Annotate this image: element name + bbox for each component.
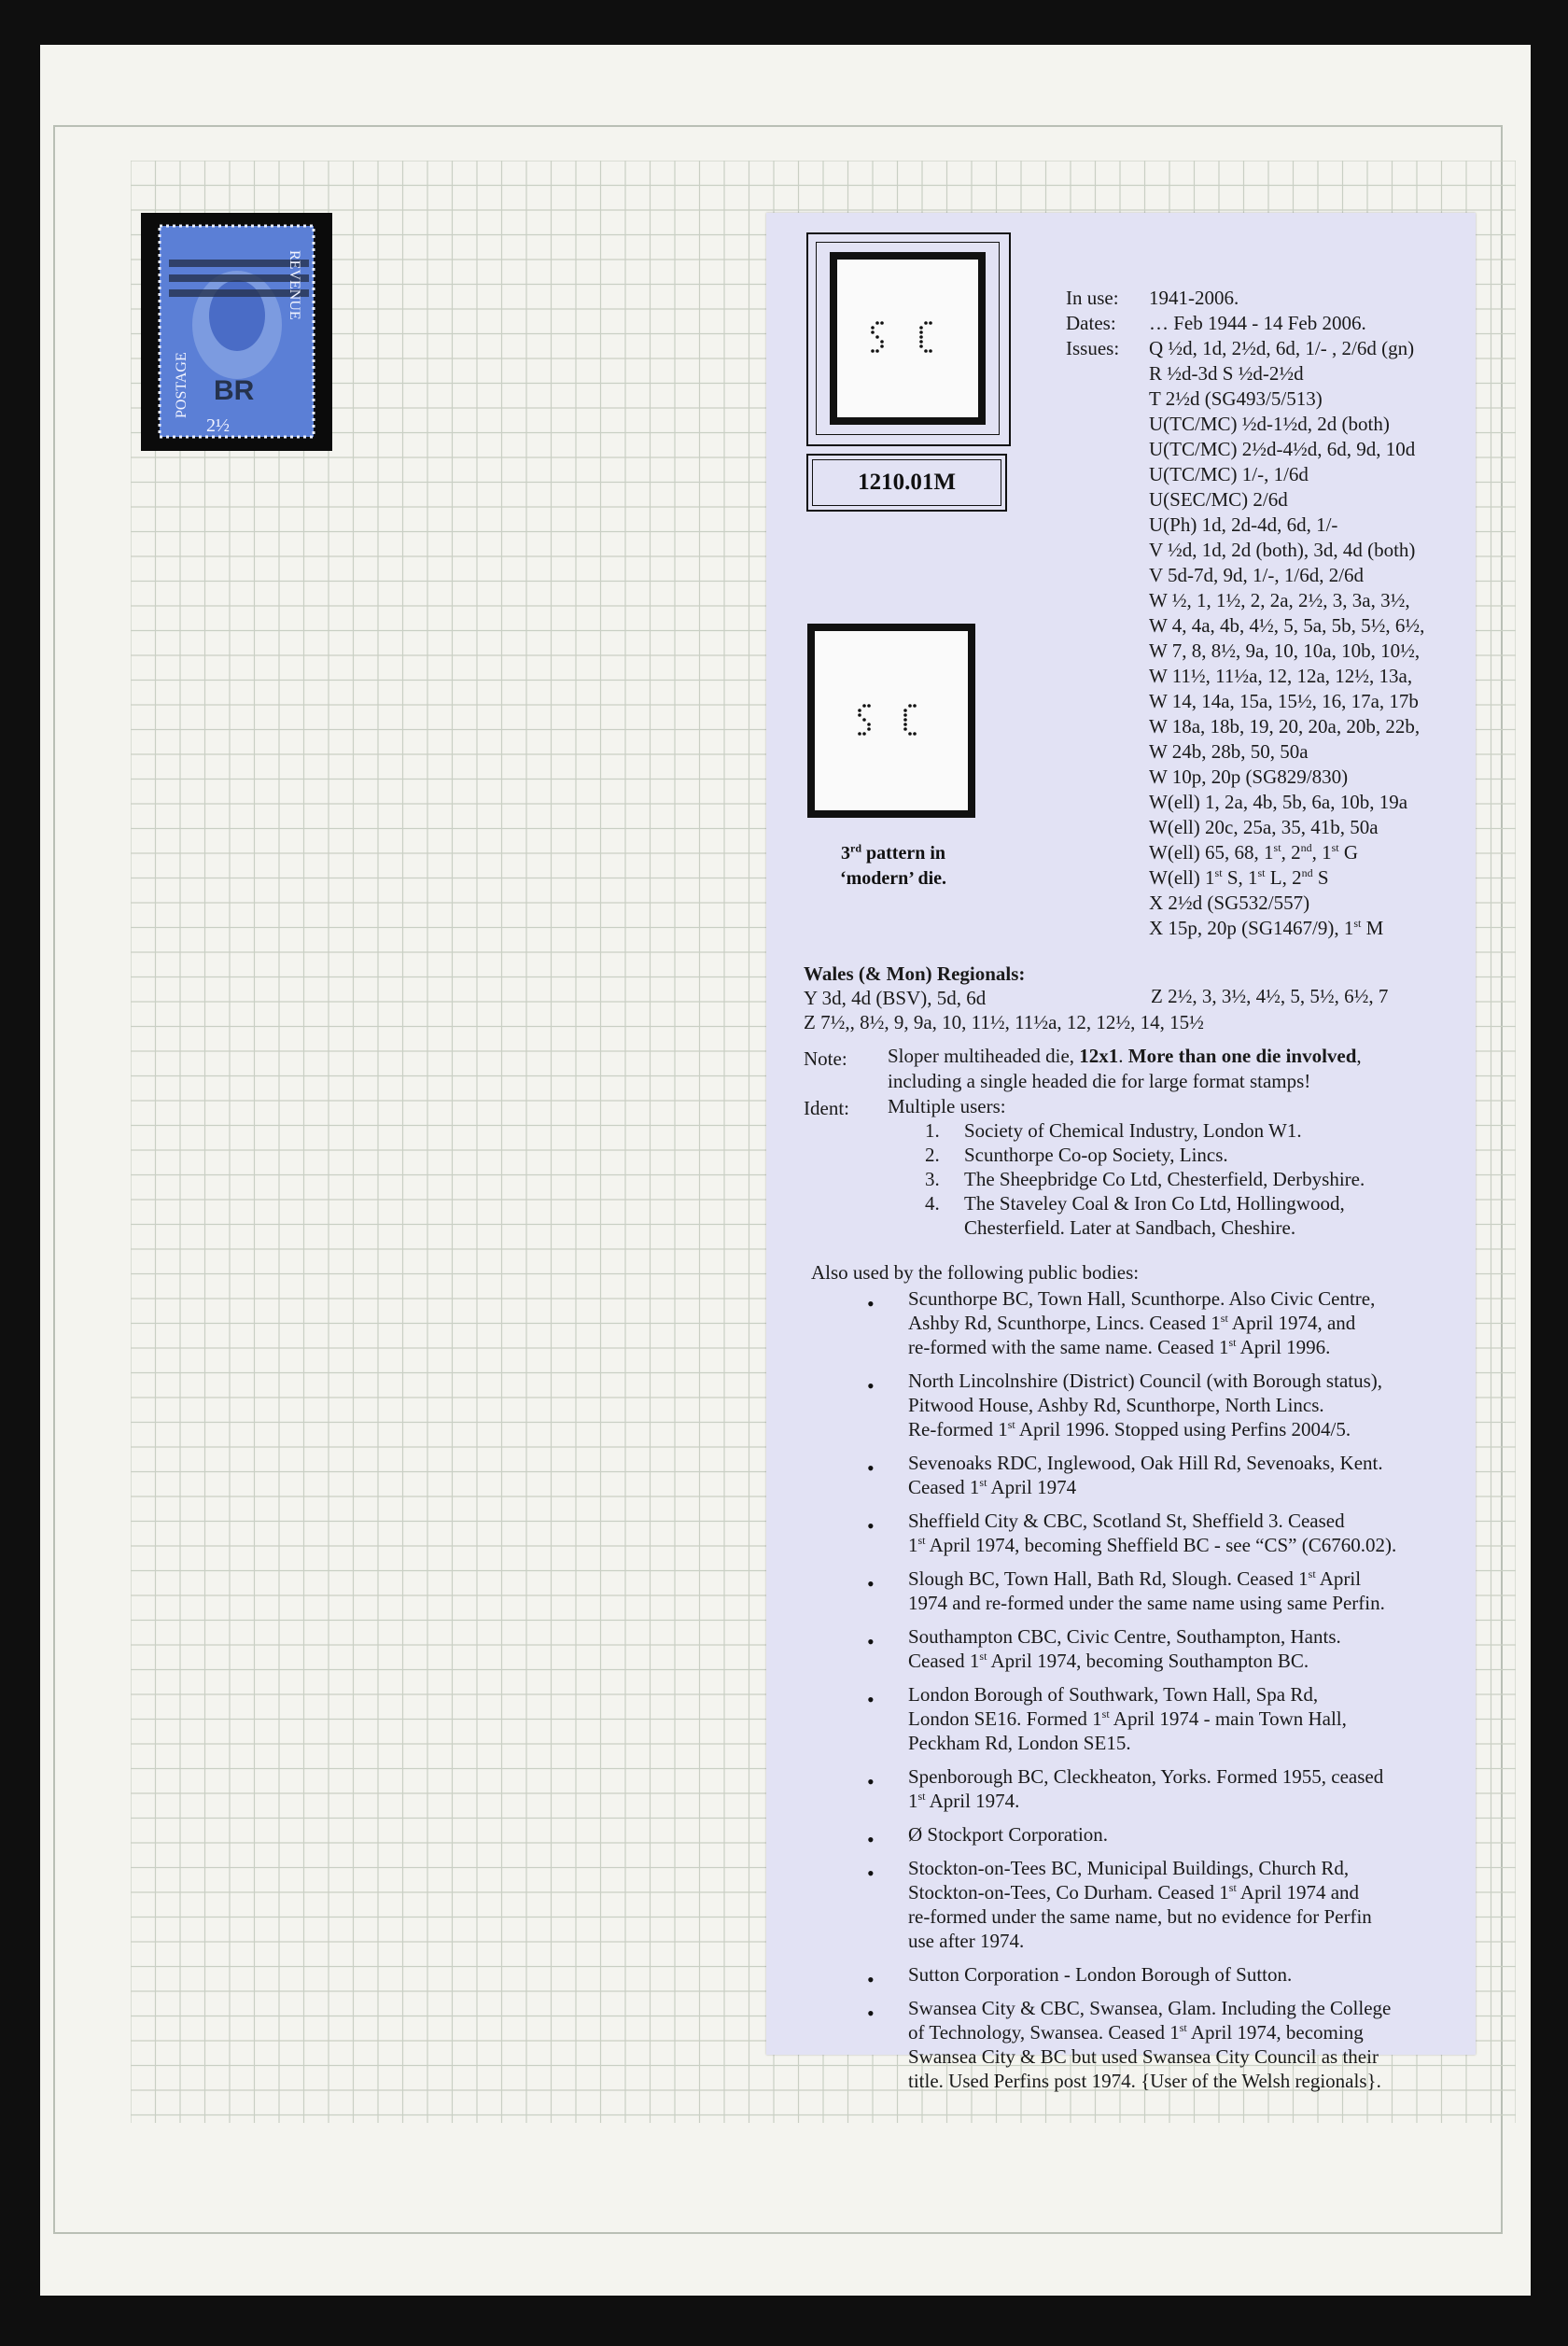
perfin-hole	[903, 718, 907, 722]
stamp-perfin-letters: BR	[214, 375, 255, 406]
stamp-value: 2½	[206, 415, 230, 436]
issue-x-line-2: X 15p, 20p (SG1467/9), 1st M	[1149, 917, 1384, 939]
modern-die-caption-line2: ‘modern’ die.	[839, 868, 947, 889]
ident-intro: Multiple users:	[888, 1095, 1006, 1117]
public-body-line: Swansea City & CBC, Swansea, Glam. Including the College	[908, 1997, 1392, 2019]
ident-user-number: 1.	[925, 1119, 940, 1142]
die-image	[817, 243, 999, 434]
perfin-hole	[858, 732, 861, 736]
public-body-line: Ceased 1st April 1974, becoming Southampton BC.	[908, 1650, 1309, 1672]
public-body-line: of Technology, Swansea. Ceased 1st April 1974, becoming	[908, 2021, 1364, 2044]
public-body-line: Ø Stockport Corporation.	[908, 1823, 1109, 1846]
perfin-hole	[913, 704, 917, 708]
issue-line: U(TC/MC) 1/-, 1/6d	[1149, 463, 1309, 485]
issue-line: W 11½, 11½a, 12, 12a, 12½, 13a,	[1149, 665, 1413, 687]
public-body-line: North Lincolnshire (District) Council (with Borough status),	[908, 1370, 1383, 1392]
public-body-line: use after 1974.	[908, 1930, 1025, 1952]
issue-line: U(Ph) 1d, 2d-4d, 6d, 1/-	[1149, 513, 1338, 536]
note-line-2: including a single headed die for large format stamps!	[888, 1070, 1311, 1092]
bullet: •	[867, 1456, 875, 1480]
issue-line: W(ell) 1, 2a, 4b, 5b, 6a, 10b, 19a	[1149, 791, 1408, 813]
issue-line: U(TC/MC) ½d-1½d, 2d (both)	[1149, 413, 1390, 435]
dates-value: … Feb 1944 - 14 Feb 2006.	[1149, 312, 1366, 334]
issue-line: W 18a, 18b, 19, 20, 20a, 20b, 22b,	[1149, 715, 1421, 738]
die-reference-box	[806, 454, 1007, 512]
regionals-z-line-2: Z 7½,, 8½, 9, 9a, 10, 11½, 11½a, 12, 12½, 14, 15½	[804, 1011, 1204, 1033]
public-body-line: Ashby Rd, Scunthorpe, Lincs. Ceased 1st April 1974, and	[908, 1312, 1356, 1334]
perfin-hole	[862, 718, 866, 722]
public-body-line: 1st April 1974, becoming Sheffield BC - see “CS” (C6760.02).	[908, 1534, 1397, 1556]
public-body-line: Swansea City & BC but used Swansea City Council as their	[908, 2045, 1379, 2068]
issue-ell-line-b: W(ell) 1st S, 1st L, 2nd S	[1149, 866, 1329, 889]
bullet: •	[867, 1514, 875, 1538]
public-body-line: 1974 and re-formed under the same name using same Perfin.	[908, 1592, 1385, 1614]
regionals-heading: Wales (& Mon) Regionals:	[804, 962, 1026, 985]
perfin-hole	[862, 732, 866, 736]
perfin-hole	[913, 732, 917, 736]
bullet: •	[867, 1292, 875, 1315]
ident-user-line: Chesterfield. Later at Sandbach, Cheshire.	[964, 1216, 1296, 1239]
issue-line: R ½d-3d S ½d-2½d	[1149, 362, 1304, 385]
perfin-hole	[867, 723, 871, 726]
public-body-line: re-formed under the same name, but no evidence for Perfin	[908, 1905, 1372, 1928]
public-body-line: London Borough of Southwark, Town Hall, Spa Rd,	[908, 1683, 1319, 1706]
bullet: •	[867, 1688, 875, 1711]
regionals-y-line: Y 3d, 4d (BSV), 5d, 6d	[804, 987, 987, 1009]
album-page	[40, 45, 1531, 2296]
stamp-revenue-text: REVENUE	[287, 250, 302, 320]
public-body-line: Pitwood House, Ashby Rd, Scunthorpe, North Lincs.	[908, 1394, 1324, 1416]
public-body-line: Stockton-on-Tees BC, Municipal Buildings, Church Rd,	[908, 1857, 1350, 1879]
public-body-line: Sutton Corporation - London Borough of Sutton.	[908, 1963, 1293, 1986]
bullet: •	[867, 1630, 875, 1653]
perfin-hole	[867, 727, 871, 731]
public-body-line: Re-formed 1st April 1996. Stopped using Perfins 2004/5.	[908, 1418, 1351, 1440]
public-bodies-intro: Also used by the following public bodies:	[811, 1261, 1140, 1284]
ident-user-line: Scunthorpe Co-op Society, Lincs.	[964, 1144, 1228, 1166]
perfin-hole	[903, 709, 907, 712]
note-label: Note:	[804, 1047, 847, 1070]
ident-user-line: The Sheepbridge Co Ltd, Chesterfield, Derbyshire.	[964, 1168, 1365, 1190]
public-body-line: re-formed with the same name. Ceased 1st April 1996.	[908, 1336, 1331, 1358]
public-body-line: Scunthorpe BC, Town Hall, Scunthorpe. Also Civic Centre,	[908, 1287, 1376, 1310]
issue-line: W 14, 14a, 15a, 15½, 16, 17a, 17b	[1149, 690, 1419, 712]
perfin-hole	[903, 713, 907, 717]
issue-line: W ½, 1, 1½, 2, 2a, 2½, 3, 3a, 3½,	[1149, 589, 1410, 611]
public-body-line: Sevenoaks RDC, Inglewood, Oak Hill Rd, Sevenoaks, Kent.	[908, 1452, 1383, 1474]
perfin-hole	[858, 713, 861, 717]
die-image-frame	[806, 232, 1011, 446]
issue-line: W 24b, 28b, 50, 50a	[1149, 740, 1309, 763]
perfin-hole	[862, 704, 866, 708]
issue-line: W 4, 4a, 4b, 4½, 5, 5a, 5b, 5½, 6½,	[1149, 614, 1425, 637]
stamp-image	[141, 213, 332, 451]
public-body-line: Stockton-on-Tees, Co Durham. Ceased 1st April 1974 and	[908, 1881, 1360, 1903]
bullet: •	[867, 2002, 875, 2025]
modern-die-image	[807, 624, 975, 818]
ident-user-line: The Staveley Coal & Iron Co Ltd, Hollingwood,	[964, 1192, 1345, 1215]
in-use-label: In use:	[1066, 287, 1119, 309]
bullet: •	[867, 1861, 875, 1885]
note-line-1: Sloper multiheaded die, 12x1. More than one die involved,	[888, 1045, 1362, 1067]
issue-line: V ½d, 1d, 2d (both), 3d, 4d (both)	[1149, 539, 1416, 561]
stamp-postage-text: POSTAGE	[174, 352, 189, 418]
perfin-hole	[867, 704, 871, 708]
perfin-hole	[880, 321, 884, 325]
public-body-line: Spenborough BC, Cleckheaton, Yorks. Formed 1955, ceased	[908, 1765, 1384, 1788]
perfin-hole	[908, 704, 912, 708]
public-body-line: Southampton CBC, Civic Centre, Southampton, Hants.	[908, 1625, 1341, 1648]
issue-line: Q ½d, 1d, 2½d, 6d, 1/- , 2/6d (gn)	[1149, 337, 1415, 359]
bullet: •	[867, 1572, 875, 1595]
modern-die-caption-line1: 3rd pattern in	[841, 841, 945, 864]
bullet: •	[867, 1828, 875, 1851]
issue-line: U(TC/MC) 2½d-4½d, 6d, 9d, 10d	[1149, 438, 1416, 460]
public-body-line: Peckham Rd, London SE15.	[908, 1732, 1131, 1754]
issue-line: W 7, 8, 8½, 9a, 10, 10a, 10b, 10½,	[1149, 639, 1421, 662]
ident-label: Ident:	[804, 1097, 849, 1119]
perfin-hole	[875, 321, 879, 325]
die-reference: 1210.01M	[812, 459, 1001, 506]
perfin-info-sheet	[766, 213, 1476, 2092]
issue-line: T 2½d (SG493/5/513)	[1149, 387, 1323, 410]
issue-line: W 10p, 20p (SG829/830)	[1149, 766, 1349, 788]
public-body-line: Slough BC, Town Hall, Bath Rd, Slough. Ceased 1st April	[908, 1567, 1362, 1590]
ident-user-number: 3.	[925, 1168, 940, 1190]
ident-user-number: 4.	[925, 1192, 940, 1215]
perfin-hole	[929, 321, 932, 325]
issues-label: Issues:	[1066, 337, 1120, 359]
perfin-hole	[924, 321, 928, 325]
ident-user-line: Society of Chemical Industry, London W1.	[964, 1119, 1302, 1142]
regionals-z-line-1: Z 2½, 3, 3½, 4½, 5, 5½, 6½, 7	[1151, 985, 1389, 1007]
public-body-line: London SE16. Formed 1st April 1974 - main Town Hall,	[908, 1707, 1347, 1730]
stamp-mount	[141, 213, 332, 451]
issue-line: W(ell) 20c, 25a, 35, 41b, 50a	[1149, 816, 1379, 838]
public-body-line: 1st April 1974.	[908, 1790, 1020, 1812]
issue-line: U(SEC/MC) 2/6d	[1149, 488, 1288, 511]
perfin-hole	[908, 732, 912, 736]
perfin-hole	[903, 723, 907, 726]
issue-line: V 5d-7d, 9d, 1/-, 1/6d, 2/6d	[1149, 564, 1365, 586]
ident-user-number: 2.	[925, 1144, 940, 1166]
in-use-value: 1941-2006.	[1149, 287, 1239, 309]
issue-ell-line-a: W(ell) 65, 68, 1st, 2nd, 1st G	[1149, 841, 1358, 864]
perfin-hole	[858, 709, 861, 712]
bullet: •	[867, 1770, 875, 1793]
perfin-hole	[903, 727, 907, 731]
bullet: •	[867, 1374, 875, 1398]
issue-x-line-1: X 2½d (SG532/557)	[1149, 892, 1310, 914]
public-body-line: Ceased 1st April 1974	[908, 1476, 1077, 1498]
dates-label: Dates:	[1066, 312, 1116, 334]
public-body-line: title. Used Perfins post 1974. {User of the Welsh regionals}.	[908, 2070, 1381, 2092]
bullet: •	[867, 1968, 875, 1991]
public-body-line: Sheffield City & CBC, Scotland St, Sheffield 3. Ceased	[908, 1510, 1345, 1532]
